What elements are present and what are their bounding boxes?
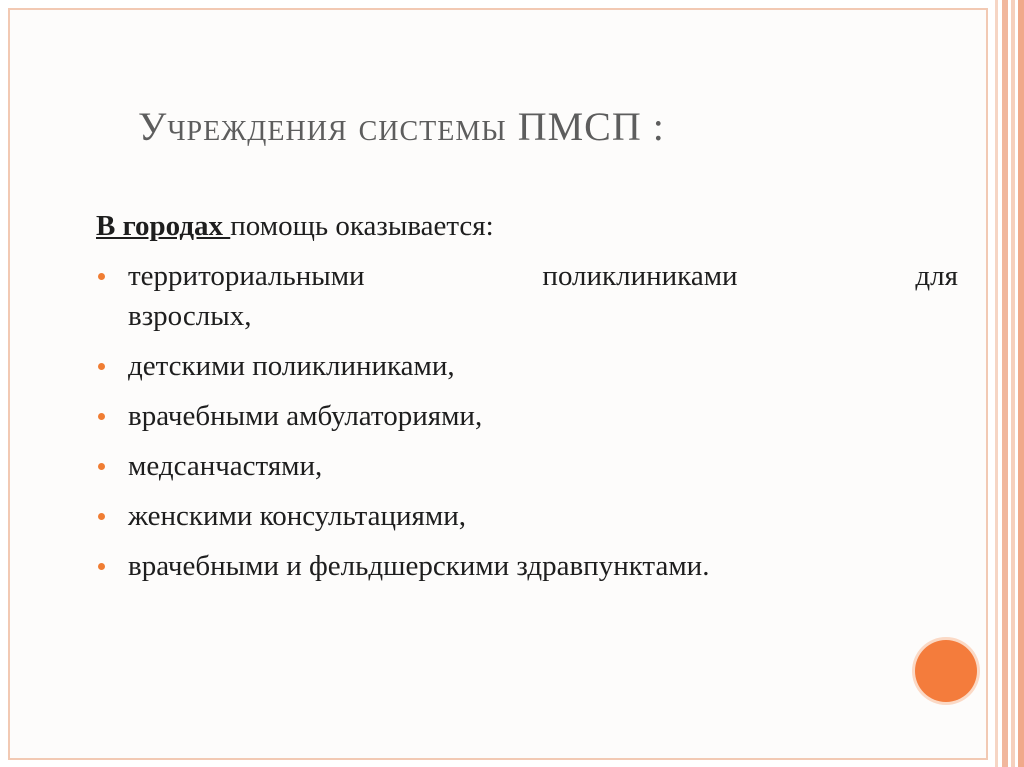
bullet-list — [96, 256, 958, 586]
bullet-icon — [98, 563, 105, 570]
bullet-icon — [98, 413, 105, 420]
bullet-icon — [98, 463, 105, 470]
intro-line — [96, 206, 958, 246]
wrapped-line: взрослых, — [128, 300, 252, 332]
stripe — [1002, 0, 1008, 767]
list-item — [96, 346, 958, 386]
list-item — [96, 496, 958, 536]
intro-underlined: В городах — [96, 210, 231, 242]
stripe — [1011, 0, 1015, 767]
bullet-icon — [98, 273, 105, 280]
stripe — [1018, 0, 1024, 767]
list-item — [96, 446, 958, 486]
list-item-text: медсанчастями, — [128, 450, 323, 482]
list-item-text: детскими поликлиниками, — [128, 350, 455, 382]
bullet-icon — [98, 363, 105, 370]
word: территориальными — [128, 260, 365, 292]
list-item-text: врачебными и фельдшерскими здравпунктами. — [128, 550, 710, 582]
list-item — [96, 256, 958, 336]
bullet-icon — [98, 513, 105, 520]
intro-rest: помощь оказывается: — [230, 210, 494, 242]
word: для — [915, 260, 958, 292]
word: поликлиниками — [542, 260, 738, 292]
list-item-text: врачебными амбулаториями, — [128, 400, 483, 432]
justified-line — [128, 256, 958, 296]
orange-circle-icon — [915, 640, 977, 702]
slide-body — [96, 206, 958, 596]
list-item — [96, 396, 958, 436]
list-item — [96, 546, 958, 586]
list-item-text: женскими консультациями, — [128, 500, 466, 532]
stripe — [995, 0, 998, 767]
decorative-stripes — [988, 0, 1024, 767]
slide-title: Учреждения системы ПМСП : — [138, 104, 665, 149]
